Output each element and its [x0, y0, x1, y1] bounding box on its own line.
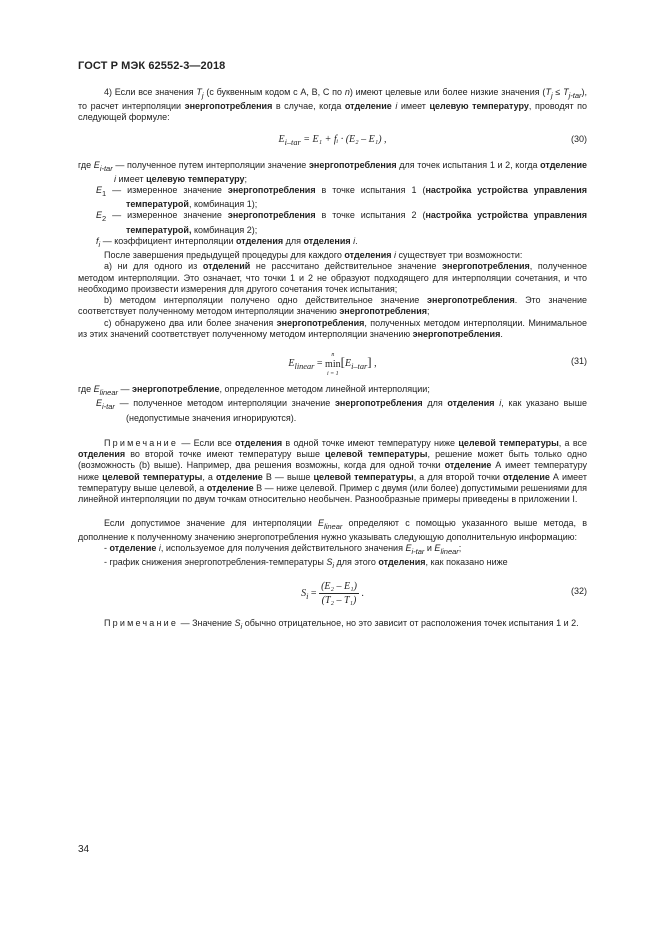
page-content: [78, 87, 587, 632]
note-1: Примечание — Если все отделения в одной точке имеют температуру ниже целевой температуры, а все отделения во второй точке имеют температуру выше целевой температуры, решение может быть только одно (возможность (b) выше). Например, два решения возможны, когда для одной точки отделение А имеет температуру ниже целевой температуры, а отделение В — выше целевой температуры, а для второй точки отделение А имеет температуру выше целевой, а отделение В — ниже целевой. Пример с двумя (или более) допустимыми решениями для линейной интерполяции по двум точкам относительно необычен. Разнообразные примеры приведены в приложении I.: [78, 437, 588, 505]
page-number: 34: [78, 844, 90, 855]
possibility-a: а) ни для одного из отделений не рассчитано действительное значение энергопотребления, полученное методом интерполяции. Это означает, что точки 1 и 2 не образуют подходящего для интерполяции сочетания, и что необходимо произвести измерения для другого сочетания точек испытания;: [78, 261, 587, 294]
formula-32-body: $S_i$ = $\frac{\text{(E₂ – E₁)}}{\text{(T₂ – T₁)}}$ .: [301, 581, 364, 607]
min-operator: n min i = 1: [325, 351, 341, 377]
formula-31-body: $E_{linear}$ = n min i = 1 $[E_{i-tar}]$ ,: [288, 351, 377, 377]
formula-31: [78, 348, 587, 376]
possibility-b: b) методом интерполяции получено одно действительное значение энергопотребления. Это значение соответствует полученному методом интерполяции значению энергопотребления;: [78, 295, 587, 317]
formula-31-number: (31): [570, 356, 587, 367]
possibility-c: c) обнаружено два или более значения энергопотребления, полученных методом интерполяции. Минимальное из этих значений соответствует полученному методом интерполяции значению энергопотребления.: [78, 317, 587, 340]
definition-e2: $E_2$ — измеренное значение энергопотребления в точке испытания 2 (настройка устройства управления температурой, комбинация 2);: [96, 210, 587, 235]
definition-e1: $E_1$ — измеренное значение энергопотребления в точке испытания 1 (настройка устройства управления температурой, комбинация 1);: [96, 185, 587, 210]
additional-info-paragraph: Если допустимое значение для интерполяции $E_{linear}$ определяют с помощью указанного выше метода, в дополнение к полученному значению энергопотребления нужно указывать следующую дополнительную информацию:: [78, 517, 587, 542]
definition-e-itar-2: $E_{i-tar}$ — полученное методом интерполяции значение энергопотребления для отделения i, как указано выше (недопустимые значения игнорируются).: [96, 398, 587, 423]
formula-30-number: (30): [570, 133, 587, 144]
formula-32-number: (32): [570, 586, 587, 597]
additional-info-item-1: - отделение i, используемое для получения действительного значения $E_{i-tar}$ и $E_{linear}$;: [104, 542, 462, 556]
definition-fi: $f_i$ — коэффициент интерполяции отделения для отделения i.: [96, 235, 358, 249]
formula-30: [78, 133, 587, 149]
formula-30-body: $E_{i-tar} = E_1$ + fᵢ · (E₂ – E₁) ,: [278, 133, 387, 147]
paragraph-4: 4) Если все значения $T_j$ (с буквенным кодом с A, B, C по n) имеют целевые или более низкие значения $(T_j \le T_{j-tar})$, то расчет интерполяции энергопотребления в случае, когда отделение i имеет целевую температуру, проводят по следующей формуле:: [78, 87, 587, 123]
formula-32: [78, 580, 587, 608]
definition-e-linear: где $E_{linear}$ — энергопотребление, определенное методом линейной интерполяции;: [78, 384, 430, 398]
standard-header: ГОСТ Р МЭК 62552-3—2018: [78, 60, 226, 72]
additional-info-item-2: - график снижения энергопотребления-температуры $S_i$ для этого отделения, как показано ниже: [104, 557, 508, 570]
possibilities-intro: После завершения предыдущей процедуры для каждого отделения i существует три возможности:: [104, 249, 523, 260]
note-2: Примечание — Значение $S_i$ обычно отрицательное, но это зависит от расположения точек испытания 1 и 2.: [104, 618, 579, 631]
definition-e-itar: где $E_{i-tar}$ — полученное путем интерполяции значение энергопотребления для точек испытания 1 и 2, когда отделение i имеет целевую температуру;: [78, 159, 587, 184]
fraction: $\frac{\text{(E₂ – E₁)}}{\text{(T₂ – T₁)}}$: [321, 581, 357, 607]
